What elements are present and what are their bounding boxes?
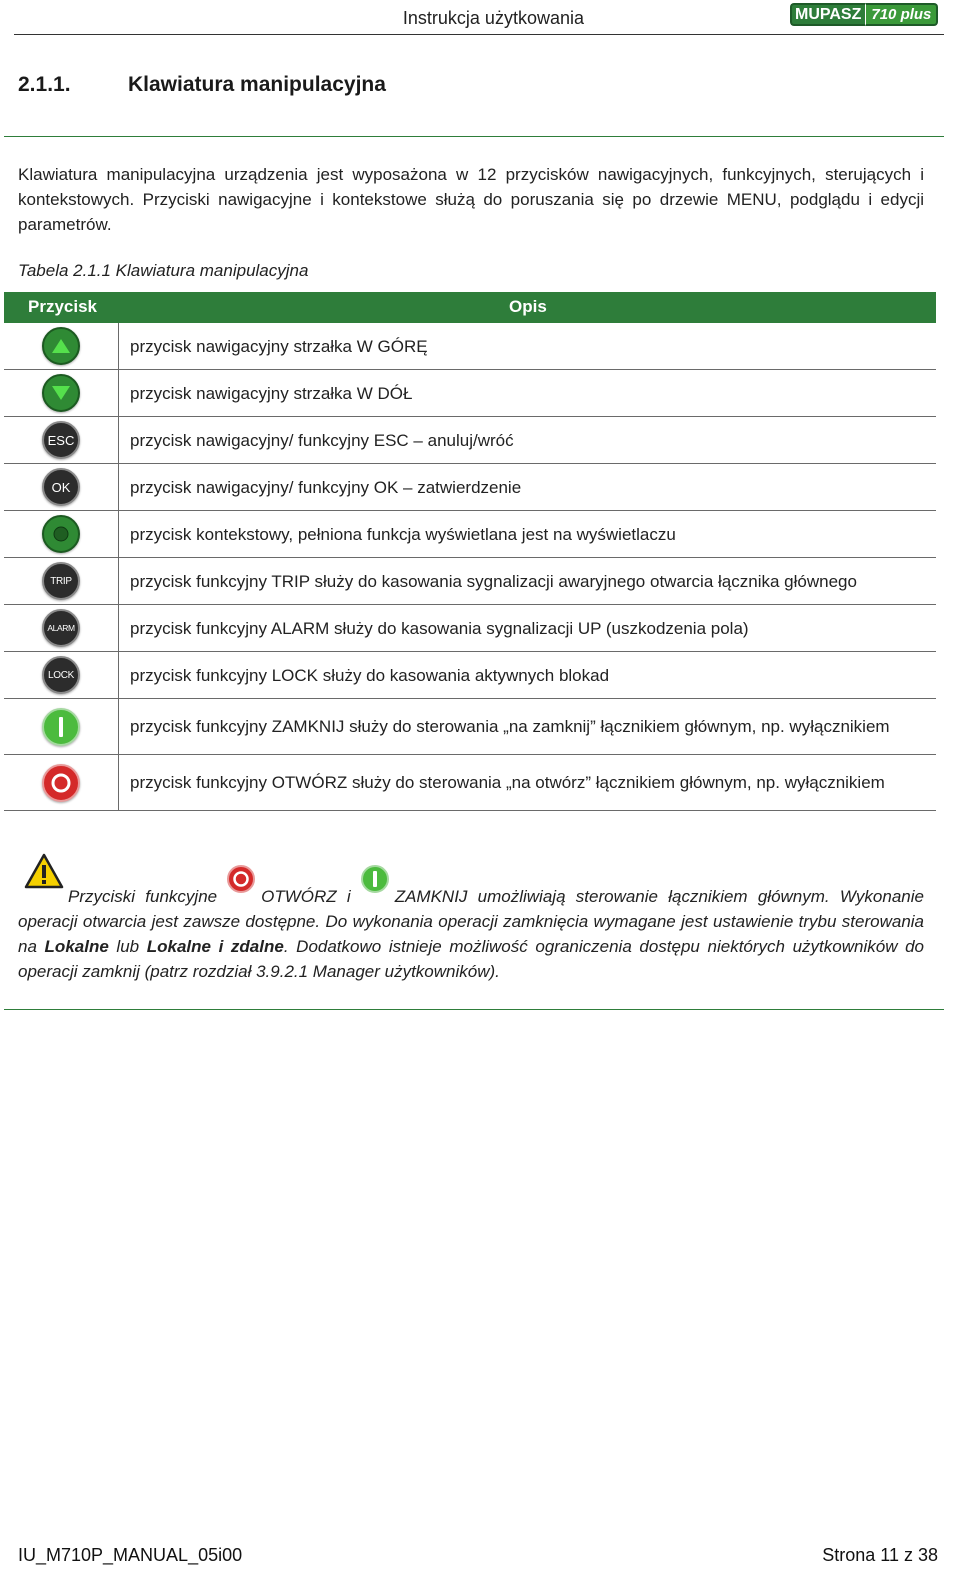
open-breaker-icon [42, 764, 80, 802]
note-divider [4, 1009, 944, 1010]
column-header-description: Opis [509, 297, 547, 316]
row-description: przycisk funkcyjny OTWÓRZ służy do sterowania „na otwórz” łącznikiem głównym, np. wyłącznikiem [130, 773, 885, 792]
row-description: przycisk nawigacyjny/ funkcyjny OK – zatwierdzenie [130, 477, 522, 497]
intro-paragraph: Klawiatura manipulacyjna urządzenia jest wyposażona w 12 przycisków nawigacyjnych, funkcyjnych, sterujących i kontekstowych. Przyciski nawigacyjne i kontekstowe służą do poruszania się po drzewie MENU, podglądu i edycji parametrów. [18, 165, 924, 234]
table-row [4, 464, 936, 511]
close-breaker-icon [361, 865, 389, 893]
close-breaker-icon [42, 708, 80, 746]
arrow-up-icon [42, 327, 80, 365]
row-description: przycisk nawigacyjny/ funkcyjny ESC – anuluj/wróć [130, 430, 514, 450]
row-description: przycisk funkcyjny ZAMKNIJ służy do sterowania „na zamknij” łącznikiem głównym, np. wyłącznikiem [130, 717, 890, 736]
row-description: przycisk nawigacyjny strzałka W DÓŁ [130, 383, 413, 403]
logo-name: MUPASZ [790, 3, 865, 26]
context-dot-icon [42, 515, 80, 553]
note-text-4: lub [116, 937, 140, 956]
trip-icon: TRIP [42, 562, 80, 600]
arrow-down-icon [42, 374, 80, 412]
table-row [4, 755, 936, 811]
page-header-title: Instrukcja użytkowania [402, 8, 584, 28]
table-header [4, 292, 936, 323]
table-row [4, 511, 936, 558]
note-text-1: Przyciski funkcyjne [68, 887, 218, 906]
table-row [4, 605, 936, 652]
note-bold-local: Lokalne [44, 937, 109, 956]
lock-icon: LOCK [42, 656, 80, 694]
note-paragraph [18, 877, 924, 984]
section-number: 2.1.1. [18, 73, 71, 96]
column-header-button: Przycisk [28, 297, 97, 316]
esc-icon: ESC [42, 421, 80, 459]
ok-icon: OK [42, 468, 80, 506]
table-caption: Tabela 2.1.1 Klawiatura manipulacyjna [18, 261, 309, 280]
table-row [4, 652, 936, 699]
header-divider [14, 34, 944, 35]
row-description: przycisk nawigacyjny strzałka W GÓRĘ [130, 336, 428, 356]
section-title: Klawiatura manipulacyjna [128, 73, 386, 96]
footer-page-number: Strona 11 z 38 [822, 1545, 938, 1565]
table-row [4, 370, 936, 417]
table-row [4, 558, 936, 605]
note-text-2: OTWÓRZ i [261, 887, 351, 906]
row-description: przycisk funkcyjny ALARM służy do kasowania sygnalizacji UP (uszkodzenia pola) [130, 618, 749, 638]
keyboard-table [4, 292, 936, 811]
brand-logo [790, 3, 944, 26]
section-divider [4, 136, 944, 137]
footer-doc-id: IU_M710P_MANUAL_05i00 [18, 1545, 243, 1565]
table-row [4, 699, 936, 755]
row-description: przycisk kontekstowy, pełniona funkcja wyświetlana jest na wyświetlaczu [130, 524, 676, 544]
table-row [4, 417, 936, 464]
row-description: przycisk funkcyjny LOCK służy do kasowania aktywnych blokad [130, 665, 610, 685]
alarm-icon: ALARM [42, 609, 80, 647]
note-text-5: . Dodatkowo istnieje możliwość ograniczenia dostępu niektórych użytkowników do operacji zamknij (patrz rozdział 3.9.2.1 Manager użytkowników). [18, 937, 924, 981]
logo-model: 710 plus [865, 3, 938, 26]
table-row [4, 323, 936, 370]
note-bold-local-remote: Lokalne i zdalne [146, 937, 284, 956]
row-description: przycisk funkcyjny TRIP służy do kasowania sygnalizacji awaryjnego otwarcia łącznika głównego [130, 571, 857, 591]
note-text-3: ZAMKNIJ umożliwiają sterowanie łącznikiem głównym. Wykonanie operacji otwarcia jest zawsze dostępne. Do wykonania operacji zamknięcia wymagane jest ustawienie trybu sterowania na [18, 887, 924, 956]
open-breaker-icon [227, 865, 255, 893]
